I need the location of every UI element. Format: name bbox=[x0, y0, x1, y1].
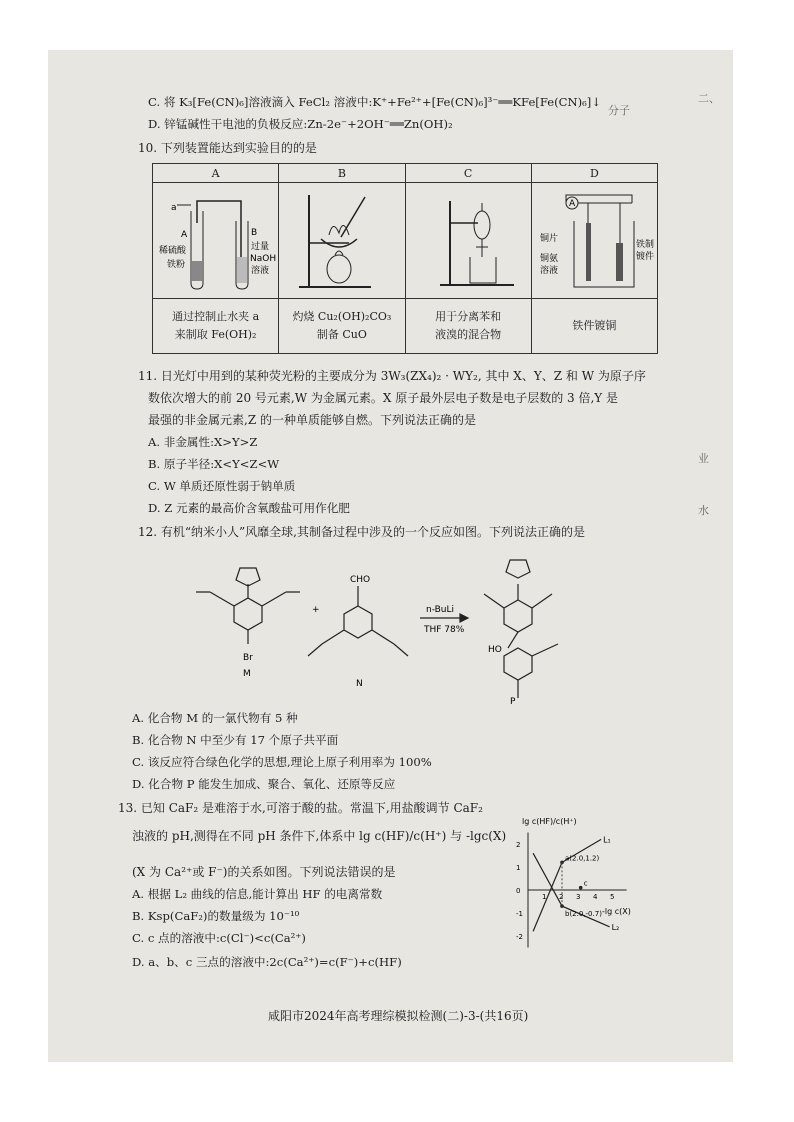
q11-option-c: C. W 单质还原性弱于钠单质 bbox=[148, 479, 296, 493]
q10-header-b: B bbox=[279, 164, 405, 183]
chart-y-tick-label: -2 bbox=[516, 933, 523, 941]
edge-text-2: 分子 bbox=[608, 104, 630, 117]
copper-ammonia-label: 铜氨 bbox=[539, 254, 558, 264]
chart-point-label-1: a(2.0,1.2) bbox=[565, 854, 600, 863]
chart-series-label-1: L₁ bbox=[603, 835, 611, 845]
chart-y-axis-label: lg c(HF)/c(H⁺) bbox=[522, 817, 577, 826]
q13-chart bbox=[500, 814, 650, 960]
q10-figure-a bbox=[153, 183, 279, 299]
tube-a-label: A bbox=[181, 230, 188, 240]
q13-stem-line3: (X 为 Ca²⁺或 F⁻)的关系如图。下列说法错误的是 bbox=[132, 865, 396, 879]
apparatus-c-drawing bbox=[406, 183, 531, 295]
ammeter-label: A bbox=[568, 199, 576, 209]
chart-y-tick-label: 1 bbox=[516, 864, 521, 872]
edge-text-4: 水 bbox=[698, 504, 709, 517]
hydroxyl-label: HO bbox=[488, 645, 502, 655]
chart-x-axis-label: -lg c(X) bbox=[602, 907, 631, 916]
chart-x-tick-label: 5 bbox=[610, 893, 615, 901]
q10-caption-a: 通过控制止水夹 a 来制取 Fe(OH)₂ bbox=[153, 299, 279, 354]
q12-option-c: C. 该反应符合绿色化学的思想,理论上原子利用率为 100% bbox=[132, 755, 432, 769]
chart-y-tick-label: 2 bbox=[516, 841, 521, 849]
q10-stem: 10. 下列装置能达到实验目的的是 bbox=[138, 141, 317, 155]
q13-option-d: D. a、b、c 三点的溶液中:2c(Ca²⁺)=c(F⁻)+c(HF) bbox=[132, 955, 402, 969]
q12-option-b: B. 化合物 N 中至少有 17 个原子共平面 bbox=[132, 733, 339, 747]
q10-header-c: C bbox=[405, 164, 531, 183]
workpiece-label: 镀件 bbox=[635, 252, 654, 262]
iron-label: 铁制 bbox=[635, 240, 654, 250]
solution-label: 溶液 bbox=[251, 266, 270, 276]
q12-option-d: D. 化合物 P 能发生加成、聚合、氧化、还原等反应 bbox=[132, 777, 396, 791]
q9-option-c: C. 将 K₃[Fe(CN)₆]溶液滴入 FeCl₂ 溶液中:K⁺+Fe²⁺+[Fe(CN)₆]³⁻══KFe[Fe(CN)₆]↓ bbox=[148, 95, 602, 109]
q12-stem: 12. 有机“纳米小人”风靡全球,其制备过程中涉及的一个反应如图。下列说法正确的是 bbox=[138, 525, 585, 539]
compound-n-label: N bbox=[356, 679, 363, 689]
q10-table bbox=[152, 163, 658, 354]
edge-text-1: 二、 bbox=[698, 92, 720, 105]
page-footer: 咸阳市2024年高考理综模拟检测(二)-3-(共16页) bbox=[268, 1009, 529, 1023]
bromine-label: Br bbox=[243, 653, 253, 663]
chart-y-tick-label: -1 bbox=[516, 910, 523, 918]
edge-text-3: 业 bbox=[698, 452, 709, 465]
chart-x-tick-label: 2 bbox=[559, 893, 564, 901]
q13-stem-line2: 浊液的 pH,测得在不同 pH 条件下,体系中 lg c(HF)/c(H⁺) 与 -lgc(X) bbox=[132, 829, 507, 843]
chart-x-tick-label: 3 bbox=[576, 893, 581, 901]
chart-point-label-2: b(2.0,-0.7) bbox=[565, 910, 602, 919]
acid-label: 稀硫酸 bbox=[159, 246, 187, 256]
q11-option-d: D. Z 元素的最高价含氧酸盐可用作化肥 bbox=[148, 501, 350, 515]
q10-figure-b bbox=[279, 183, 405, 299]
q11-option-a: A. 非金属性:X>Y>Z bbox=[148, 435, 258, 449]
apparatus-b-drawing bbox=[279, 183, 404, 295]
q10-caption-d: 铁件镀铜 bbox=[531, 299, 657, 354]
chart-x-tick-label: 1 bbox=[542, 893, 547, 901]
q13-option-c: C. c 点的溶液中:c(Cl⁻)<c(Ca²⁺) bbox=[132, 931, 306, 945]
tube-b-label: B bbox=[251, 228, 258, 238]
solution-d-label: 溶液 bbox=[539, 266, 558, 276]
q10-figure-c bbox=[405, 183, 531, 299]
q13-stem-line1: 13. 已知 CaF₂ 是难溶于水,可溶于酸的盐。常温下,用盐酸调节 CaF₂ bbox=[118, 801, 483, 815]
reagent-thf: THF 78% bbox=[424, 625, 465, 635]
chart-point-label-3: c bbox=[583, 879, 588, 888]
q12-reaction-scheme bbox=[188, 548, 608, 708]
excess-label: 过量 bbox=[251, 242, 270, 252]
q13-chart-svg bbox=[500, 814, 650, 960]
q10-header-a: A bbox=[153, 164, 279, 183]
q10-caption-c: 用于分离苯和 液溴的混合物 bbox=[405, 299, 531, 354]
apparatus-d-drawing bbox=[532, 183, 657, 295]
q11-option-b: B. 原子半径:X<Y<Z<W bbox=[148, 457, 280, 471]
q13-option-b: B. Ksp(CaF₂)的数量级为 10⁻¹⁰ bbox=[132, 909, 300, 923]
q13-option-a: A. 根据 L₂ 曲线的信息,能计算出 HF 的电离常数 bbox=[132, 887, 383, 901]
q12-option-a: A. 化合物 M 的一氯代物有 5 种 bbox=[132, 711, 298, 725]
compound-p-label: P bbox=[510, 697, 516, 707]
compound-m-label: M bbox=[243, 669, 251, 679]
q10-figure-d bbox=[531, 183, 657, 299]
copper-sheet-label: 铜片 bbox=[539, 234, 558, 244]
plus-sign: + bbox=[312, 605, 320, 615]
q11-stem-line1: 11. 日光灯中用到的某种荧光粉的主要成分为 3W₃(ZX₄)₂ · WY₂, 其中 X、Y、Z 和 W 为原子序 bbox=[138, 369, 646, 383]
q11-stem-line2: 数依次增大的前 20 号元素,W 为金属元素。X 原子最外层电子数是电子层数的 3 倍,Y 是 bbox=[148, 391, 619, 405]
naoh-label: NaOH bbox=[250, 254, 277, 264]
reaction-drawing bbox=[188, 548, 608, 708]
chart-series-label-2: L₂ bbox=[611, 922, 620, 932]
iron-powder-label: 铁粉 bbox=[167, 260, 186, 270]
chart-y-tick-label: 0 bbox=[516, 887, 521, 895]
q10-caption-b: 灼烧 Cu₂(OH)₂CO₃ 制备 CuO bbox=[279, 299, 405, 354]
q11-stem-line3: 最强的非金属元素,Z 的一种单质能够自燃。下列说法正确的是 bbox=[148, 413, 476, 427]
clamp-a-label: a bbox=[171, 203, 177, 213]
exam-page bbox=[48, 50, 733, 1062]
aldehyde-label: CHO bbox=[350, 575, 371, 585]
chart-x-tick-label: 4 bbox=[593, 893, 598, 901]
apparatus-a-drawing bbox=[153, 183, 278, 295]
reagent-nbuli: n-BuLi bbox=[426, 605, 455, 615]
q10-header-d: D bbox=[531, 164, 657, 183]
q9-option-d: D. 锌锰碱性干电池的负极反应:Zn-2e⁻+2OH⁻══Zn(OH)₂ bbox=[148, 117, 453, 131]
